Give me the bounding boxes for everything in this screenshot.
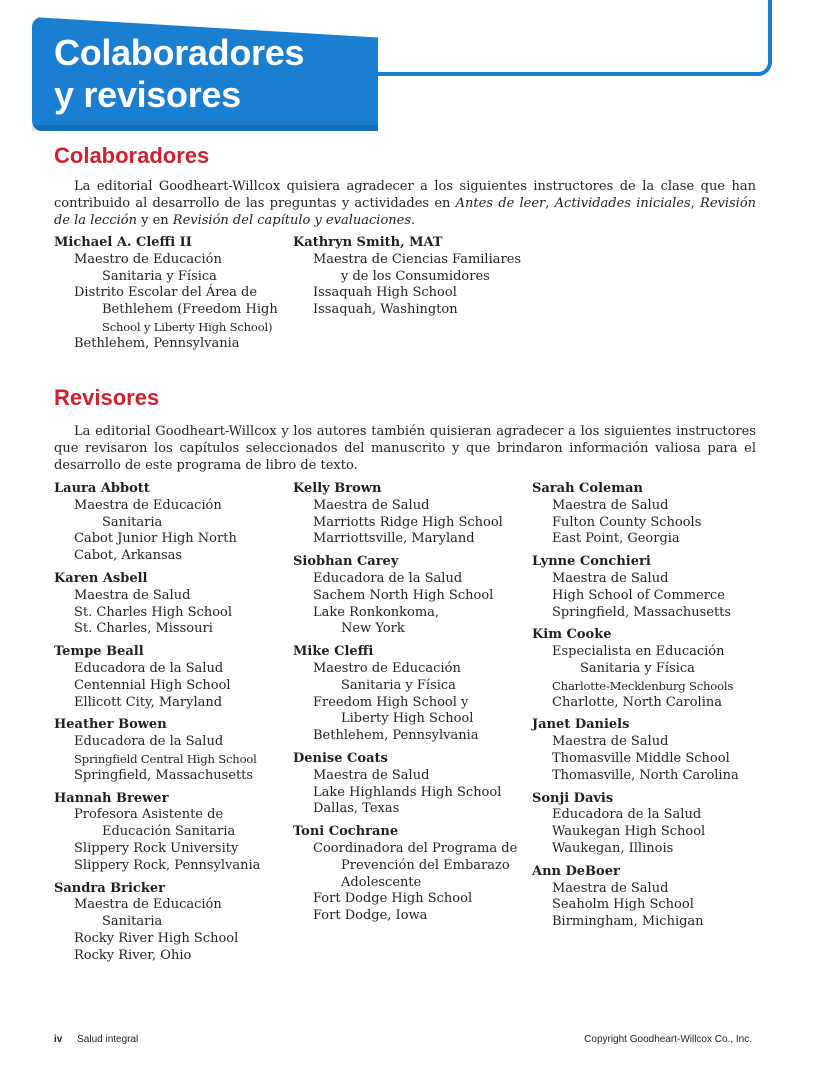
person-detail: Dallas, Texas — [313, 801, 400, 817]
person-detail: Prevención del Embarazo — [341, 857, 510, 873]
person-name: Michael A. Cleffi II — [54, 235, 192, 250]
person-name: Siobhan Carey — [293, 554, 399, 570]
person-detail: Rocky River, Ohio — [74, 947, 192, 963]
person-name: Kathryn Smith, MAT — [293, 235, 443, 250]
person-detail: Maestro de Educación — [74, 251, 222, 267]
person-detail: Educadora de la Salud — [552, 807, 702, 823]
person-detail: Maestra de Salud — [313, 767, 430, 783]
intro-title-ref: Revisión del capítulo y evaluaciones — [172, 213, 412, 228]
person-entry — [293, 554, 533, 638]
person-detail: Maestra de Educación — [74, 497, 222, 513]
person-detail: Issaquah, Washington — [313, 302, 458, 318]
person-detail: Rocky River High School — [74, 930, 239, 946]
person-name: Ann DeBoer — [532, 863, 620, 879]
person-entry — [54, 235, 294, 353]
person-detail: Maestra de Salud — [552, 734, 669, 750]
revisores-column-1 — [54, 481, 294, 971]
person-entry — [54, 717, 294, 784]
person-detail: New York — [341, 621, 405, 637]
person-detail: Thomasville Middle School — [552, 750, 730, 766]
intro-title-ref: Actividades iniciales — [554, 196, 691, 211]
page-title-line-2: y revisores — [54, 74, 241, 115]
person-entry — [293, 751, 533, 818]
intro-title-ref: Antes de leer — [455, 196, 546, 211]
person-entry — [532, 717, 772, 784]
colaboradores-heading: Colaboradores — [54, 143, 210, 168]
book-title: Salud integral — [77, 1034, 139, 1045]
person-name: Kelly Brown — [293, 481, 382, 496]
person-detail: Coordinadora del Programa de — [313, 840, 518, 856]
page-number: iv — [54, 1034, 63, 1045]
revisores-column-3 — [532, 481, 772, 937]
person-detail: Thomasville, North Carolina — [552, 767, 739, 783]
person-name: Kim Cooke — [532, 627, 612, 643]
person-detail: Sanitaria y Física — [102, 268, 217, 284]
person-detail: Freedom High School y — [313, 694, 469, 710]
person-name: Denise Coats — [293, 750, 388, 766]
person-name: Toni Cochrane — [293, 824, 399, 840]
person-detail: Cabot, Arkansas — [74, 548, 183, 564]
revisores-intro: La editorial Goodheart-Willcox y los autores también quisieran agradecer a los siguientes instructores que revisaron los capítulos seleccionados del manuscrito y que brindaron información valiosa para el desarrollo de este programa de libro de texto. — [54, 424, 756, 473]
person-detail: East Point, Georgia — [552, 531, 680, 547]
person-detail: St. Charles High School — [74, 604, 233, 620]
person-name: Heather Bowen — [54, 717, 167, 733]
person-detail: Slippery Rock, Pennsylvania — [74, 857, 261, 873]
page-title — [54, 32, 304, 116]
person-detail: Maestra de Salud — [552, 880, 669, 896]
person-detail: Seaholm High School — [552, 897, 694, 913]
person-detail: Bethlehem, Pennsylvania — [74, 335, 240, 351]
person-detail: Maestro de Educación — [313, 660, 461, 676]
person-detail: Waukegan, Illinois — [552, 840, 674, 856]
person-name: Hannah Brewer — [54, 790, 169, 806]
person-entry — [54, 481, 294, 565]
person-detail: Especialista en Educación — [552, 644, 725, 660]
person-name: Mike Cleffi — [293, 644, 374, 660]
person-detail: Maestra de Educación — [74, 897, 222, 913]
person-detail: Maestra de Salud — [552, 570, 669, 586]
person-entry — [293, 481, 533, 548]
intro-text: , — [690, 196, 701, 211]
intro-text: , — [545, 196, 555, 211]
person-detail: Educadora de la Salud — [74, 660, 224, 676]
person-entry — [532, 791, 772, 858]
person-detail: Springfield, Massachusetts — [74, 767, 254, 783]
colaboradores-column-1 — [54, 235, 294, 359]
person-detail: Sanitaria — [102, 914, 163, 930]
intro-text: y en — [136, 213, 173, 228]
person-entry — [293, 824, 533, 925]
person-detail: Distrito Escolar del Área de — [74, 285, 258, 301]
person-detail: Lake Highlands High School — [313, 784, 502, 800]
person-detail: Slippery Rock University — [74, 840, 239, 856]
person-entry — [293, 235, 533, 319]
person-detail: High School of Commerce — [552, 587, 725, 603]
person-name: Sandra Bricker — [54, 880, 165, 896]
intro-title-ref: Revisión de la lección — [54, 196, 757, 228]
person-detail: Fort Dodge, Iowa — [313, 908, 428, 924]
person-detail: Fulton County Schools — [552, 514, 702, 530]
person-detail: Birmingham, Michigan — [552, 914, 704, 930]
person-detail: Springfield Central High School — [74, 751, 257, 766]
person-detail: Sanitaria — [102, 514, 163, 530]
person-entry — [54, 791, 294, 875]
person-entry — [54, 644, 294, 711]
person-detail: Profesora Asistente de — [74, 807, 224, 823]
person-detail: Springfield, Massachusetts — [552, 604, 732, 620]
person-name: Laura Abbott — [54, 481, 150, 496]
colaboradores-column-2 — [293, 235, 533, 325]
person-name: Karen Asbell — [54, 570, 148, 586]
person-entry — [532, 864, 772, 931]
person-entry — [532, 627, 772, 711]
person-detail: St. Charles, Missouri — [74, 621, 213, 637]
header-frame-line — [356, 0, 772, 76]
person-detail: Waukegan High School — [552, 824, 706, 840]
revisores-heading: Revisores — [54, 385, 160, 410]
person-detail: Charlotte-Mecklenburg Schools — [552, 678, 734, 693]
person-detail: School y Liberty High School) — [102, 319, 273, 334]
person-detail: Sanitaria y Física — [580, 660, 695, 676]
intro-text: . — [411, 213, 416, 228]
revisores-column-2 — [293, 481, 533, 931]
person-entry — [54, 571, 294, 638]
person-detail: Educación Sanitaria — [102, 824, 236, 840]
person-detail: Liberty High School — [341, 711, 474, 727]
person-detail: Maestra de Salud — [313, 497, 430, 513]
person-detail: Centennial High School — [74, 677, 231, 693]
person-detail: Marriotts Ridge High School — [313, 514, 503, 530]
person-entry — [532, 481, 772, 548]
person-detail: Sachem North High School — [313, 587, 494, 603]
person-name: Sonji Davis — [532, 790, 614, 806]
person-entry — [54, 881, 294, 965]
person-detail: Maestra de Salud — [74, 587, 191, 603]
person-detail: Educadora de la Salud — [313, 570, 463, 586]
person-entry — [293, 644, 533, 745]
person-name: Lynne Conchieri — [532, 554, 651, 570]
copyright: Copyright Goodheart-Willcox Co., Inc. — [584, 1034, 752, 1045]
page-footer — [54, 1034, 752, 1046]
person-detail: Marriottsville, Maryland — [313, 531, 475, 547]
person-detail: Educadora de la Salud — [74, 734, 224, 750]
person-detail: Lake Ronkonkoma, — [313, 604, 440, 620]
person-name: Sarah Coleman — [532, 481, 643, 496]
person-entry — [532, 554, 772, 621]
person-detail: Cabot Junior High North — [74, 531, 237, 547]
person-name: Janet Daniels — [532, 717, 630, 733]
colaboradores-intro — [54, 178, 756, 229]
person-detail: Maestra de Salud — [552, 497, 669, 513]
intro-text: La editorial Goodheart-Willcox quisiera agradecer a los siguientes instructores de la clase que han contribuido al desarrollo de las preguntas y actividades en — [54, 179, 756, 211]
page-title-line-1: Colaboradores — [54, 32, 305, 73]
person-detail: Adolescente — [341, 874, 422, 890]
person-detail: Sanitaria y Física — [341, 677, 456, 693]
person-detail: Bethlehem (Freedom High — [102, 302, 278, 318]
person-detail: y de los Consumidores — [341, 268, 490, 284]
person-detail: Issaquah High School — [313, 285, 457, 301]
person-detail: Bethlehem, Pennsylvania — [313, 728, 479, 744]
person-detail: Ellicott City, Maryland — [74, 694, 223, 710]
person-name: Tempe Beall — [54, 644, 144, 660]
person-detail: Charlotte, North Carolina — [552, 694, 722, 710]
person-detail: Fort Dodge High School — [313, 891, 473, 907]
person-detail: Maestra de Ciencias Familiares — [313, 251, 522, 267]
